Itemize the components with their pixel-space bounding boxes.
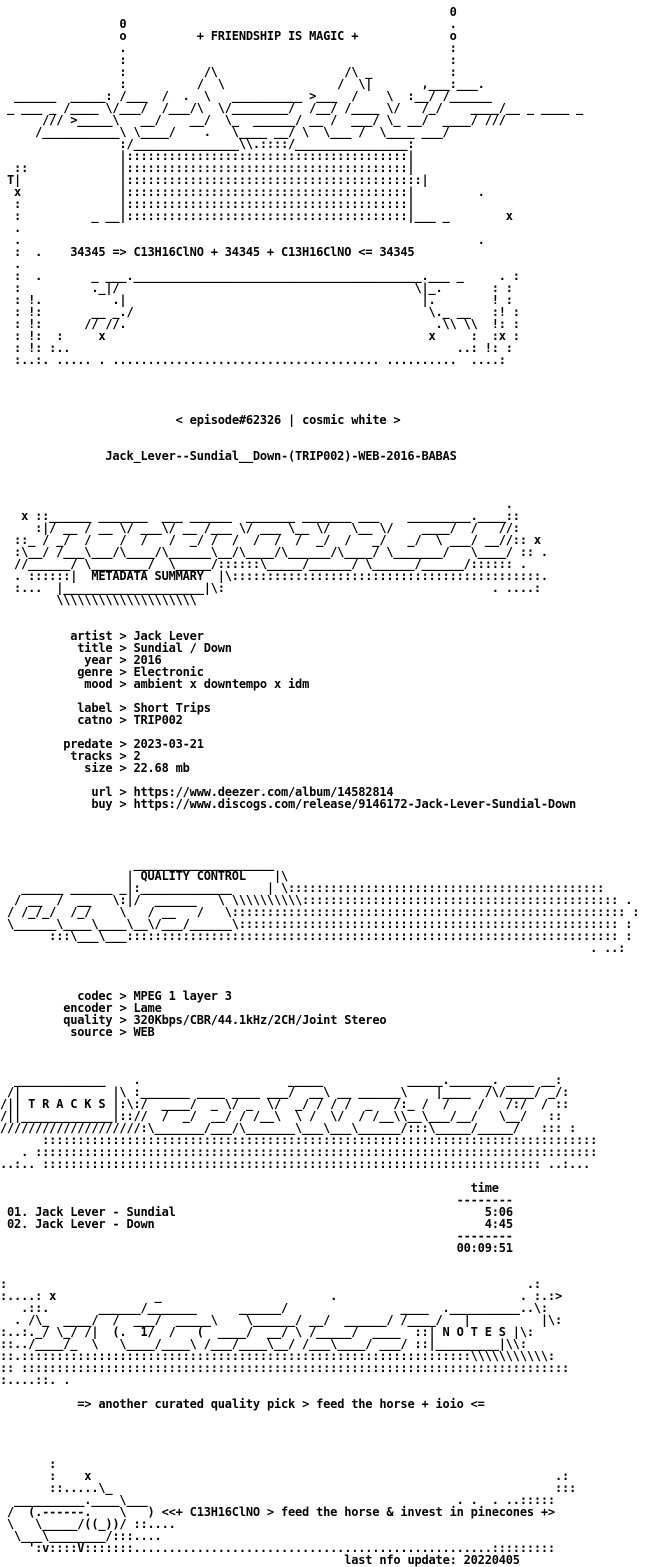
field-label: codec [77,989,113,1003]
field-row: genre > Electronic [77,665,204,679]
field-label: artist [70,629,113,643]
pinecone-footer-art: : : x .: ::.....\_ ::: __________.____\___ . . . ..::::: / (.------. \ ) <<+ C13H16ClNO > feed the horse & invest in pinecones +> \ \_____/((_))/ ::.... \___\________/:::.... ':v::::V:::::::...................................................::::::::: [7,1457,577,1555]
nfo-document [0,6,639,1566]
track-number: 01. [7,1205,29,1219]
field-row: title > Sundial / Down [77,641,232,655]
field-label: title [77,641,113,655]
field-label: source [70,1025,113,1039]
field-label: predate [63,737,113,751]
field-label: label [77,701,113,715]
tracks-divider-top: -------- [456,1193,513,1207]
field-value: https://www.discogs.com/release/9146172-Jack-Lever-Sundial-Down [133,797,577,811]
field-value: 2023-03-21 [133,737,204,751]
field-row: tracks > 2 [70,749,141,763]
field-label: quality [63,1013,113,1027]
field-label: size [84,761,113,775]
notes-banner: : .: :....: x _ . . :.:> .::. ______/_______ ______/ ____ .__________..\: . /\_ ____/ / ___/ _____\ \______/ __/ ______/ /____/ | |\: :..:._/ \_/ /| (. 1/ / ( ____/ __/ \ /_____/ ____ ::| N O T E S |\: ::../____/_ \ \____/____\ /___/____\__/ /___\____/ ___/ ::|_________|\\: ::.::::::::::::::::::::::::::::::::::::::::::::::::::::::::::::::::\\\\\\\\\\\: :: :::::::::::::::::::::::::::::::::::::::::::::::::::::::::::::::::::::::::::::: :....::. . [0,1277,569,1387]
track-row: 02. Jack Lever - Down 4:45 [7,1217,513,1231]
field-value: WEB [133,1025,155,1039]
field-row: artist > Jack Lever [70,629,204,643]
field-row: label > Short Trips [77,701,211,715]
track-row: 01. Jack Lever - Sundial 5:06 [7,1205,513,1219]
tracks-divider-bottom: -------- [456,1229,513,1243]
metadata-list [0,629,576,811]
tracks-time-header: time [470,1181,499,1195]
field-value: Sundial / Down [133,641,232,655]
field-value: TRIP002 [133,713,183,727]
field-row: predate > 2023-03-21 [63,737,204,751]
field-label: year [84,653,113,667]
track-title: Down [126,1217,155,1231]
track-time: 4:45 [484,1217,513,1231]
episode-line: < episode#62326 | cosmic white > [175,413,401,427]
field-value: Lame [133,1001,162,1015]
track-artist: Jack Lever [35,1217,106,1231]
field-row: url > https://www.deezer.com/album/14582814 [91,785,394,799]
field-row: catno > TRIP002 [77,713,183,727]
field-label: genre [77,665,113,679]
tracks-banner: _____________ . _____ _____.______. ____ __: /| |\ :_______ ____ ____ ___/ __\ __ ______\ |____ /\/____/ _/: /|| T R A C K S |:\:/ ____/ _ \/ _ \/ _/ / / / _ /:_ / / / /:/ / :: /||_____________|::// / _/ __/ / /__\ \ / \/ / /__\\__\___/__/ \__/ :: ////////////////////:\_______/___/\_______\___\___\______/:::\_____/_____/ ::: : ::::::::::::::::::::::::::::::::::::::::::::::::::::::::::::::::::::::::::::::: . :::::::::::::::::::::::::::::::::::::::::::::::::::::::::::::::::::::::::::::::: ..:.. ::::::::::::::::::::::::::::::::::::::::::::::::::::::::::::::::::::::: ..:... [0,1073,598,1171]
field-label: mood [84,677,113,691]
quality-control-banner: ____________________ | QUALITY CONTROL |\ ______ ______ _|:_____________ | \::::::::::::::::::::::::::::::::::::::::::::: / __ / __ \:|/ ______ \ \\\\\\\\\\::::::::::::::::::::::::::::::::::::::::::::: . / /_/_/ /_/ \ / __ / \:::::::::::::::::::::::::::::::::::::::::::::::::::::::: : \______\____\____\__\/___/______\:::::::::::::::::::::::::::::::::::::::::::::::::::::: : :::\___\___:::::::::::::::::::::::::::::::::::::::::::::::::::::::::::::::::::::: : . ..: [7,857,640,955]
track-title: Sundial [126,1205,176,1219]
field-value: 2 [133,749,141,763]
friendship-header-art: 0 0 . o + FRIENDSHIP IS MAGIC + o . : : : : /\ /\ _ : : / \ / \| ,___:___. ______ _____: /___ / . \ __________ >___ / \ :__/ /______ _ ___ _ /____ \/___/ /___/\ \/________/ /__/ /____ \/ /_/ ____/__ _ ____ _ /// >_____\ __/ __/ \_ ______/ __ / ___/ \_ __/ ____/ /// /___________\ \____/ . \____ __/ \ \___ / \____ ___/ :/_______________\\.::::/________________: |::::::::::::::::::::::::::::::::::::::::| :: |::::::::::::::::::::::::::::::::::::::::| T| |::::::::::::::::::::::::::::::::::::::::::| x |::::::::::::::::::::::::::::::::::::::::| . : |::::::::::::::::::::::::::::::::::::::::| : _ __|::::::::::::::::::::::::::::::::::::::::|___ _ x . . . : . 34345 => C13H16ClNO + 34345 + C13H16ClNO <= 34345 . : . _ ___._________________________________________.___ _ . : : ._|/ \|_. : : : !. .| |. ! : : !: __ _./ \._ __ :! : : !: // //. .\\ \\ !: : : !: : x x : :x : : !: :.. ..: !: : :..:. ..... . ...................................... .......... ....: [7,5,584,367]
field-value: ambient x downtempo x idm [133,677,310,691]
track-number: 02. [7,1217,29,1231]
track-time: 5:06 [484,1205,513,1219]
field-value: 320Kbps/CBR/44.1kHz/2CH/Joint Stereo [133,1013,387,1027]
metadata-summary-banner: . x ::______ _______ ___ ______ _______ _______ ___ _________.____:: :|/ __ / __ \/ ___\/ __ /___ \/ ___ \__ \/ \__ \/ ____/ / //: ::_ / _/ / / / / _/ / / / / / _/ / _/ _/ \ ___/ __//:: x :\__/ /___\___/\____/\______\__/\____/\______/\____/ \_______/ \____/ :: . //______/ \________/ \_____/::::::\_____/______/ \______/______/:::::: . . ::::::| METADATA SUMMARY |\::::::::::::::::::::::::::::::::::::::::::::. :... |____________________|\: . ....: \\\\\\\\\\\\\\\\\\\\ [14,497,548,607]
field-value: Electronic [133,665,204,679]
field-value: Short Trips [133,701,211,715]
total-time: 00:09:51 [456,1241,513,1255]
field-row: source > WEB [70,1025,155,1039]
field-label: encoder [63,1001,113,1015]
field-label: tracks [70,749,113,763]
field-row: year > 2016 [84,653,162,667]
field-value: https://www.deezer.com/album/14582814 [133,785,394,799]
field-row: codec > MPEG 1 layer 3 [77,989,232,1003]
field-label: catno [77,713,113,727]
field-row: size > 22.68 mb [84,761,190,775]
last-update: last nfo update: 20220405 [344,1553,520,1567]
field-value: Jack Lever [133,629,204,643]
notes-text: => another curated quality pick > feed the horse + ioio <= [77,1397,485,1411]
release-name: Jack_Lever--Sundial__Down-(TRIP002)-WEB-2016-BABAS [105,449,457,463]
quality-list [0,989,386,1039]
field-label: url [91,785,113,799]
field-row: mood > ambient x downtempo x idm [84,677,310,691]
track-list [0,1205,513,1231]
field-row: buy > https://www.discogs.com/release/9146172-Jack-Lever-Sundial-Down [91,797,577,811]
field-row: quality > 320Kbps/CBR/44.1kHz/2CH/Joint Stereo [63,1013,387,1027]
field-value: MPEG 1 layer 3 [133,989,232,1003]
field-value: 22.68 mb [133,761,190,775]
field-row: encoder > Lame [63,1001,162,1015]
field-value: 2016 [133,653,162,667]
field-label: buy [91,797,113,811]
track-artist: Jack Lever [35,1205,106,1219]
